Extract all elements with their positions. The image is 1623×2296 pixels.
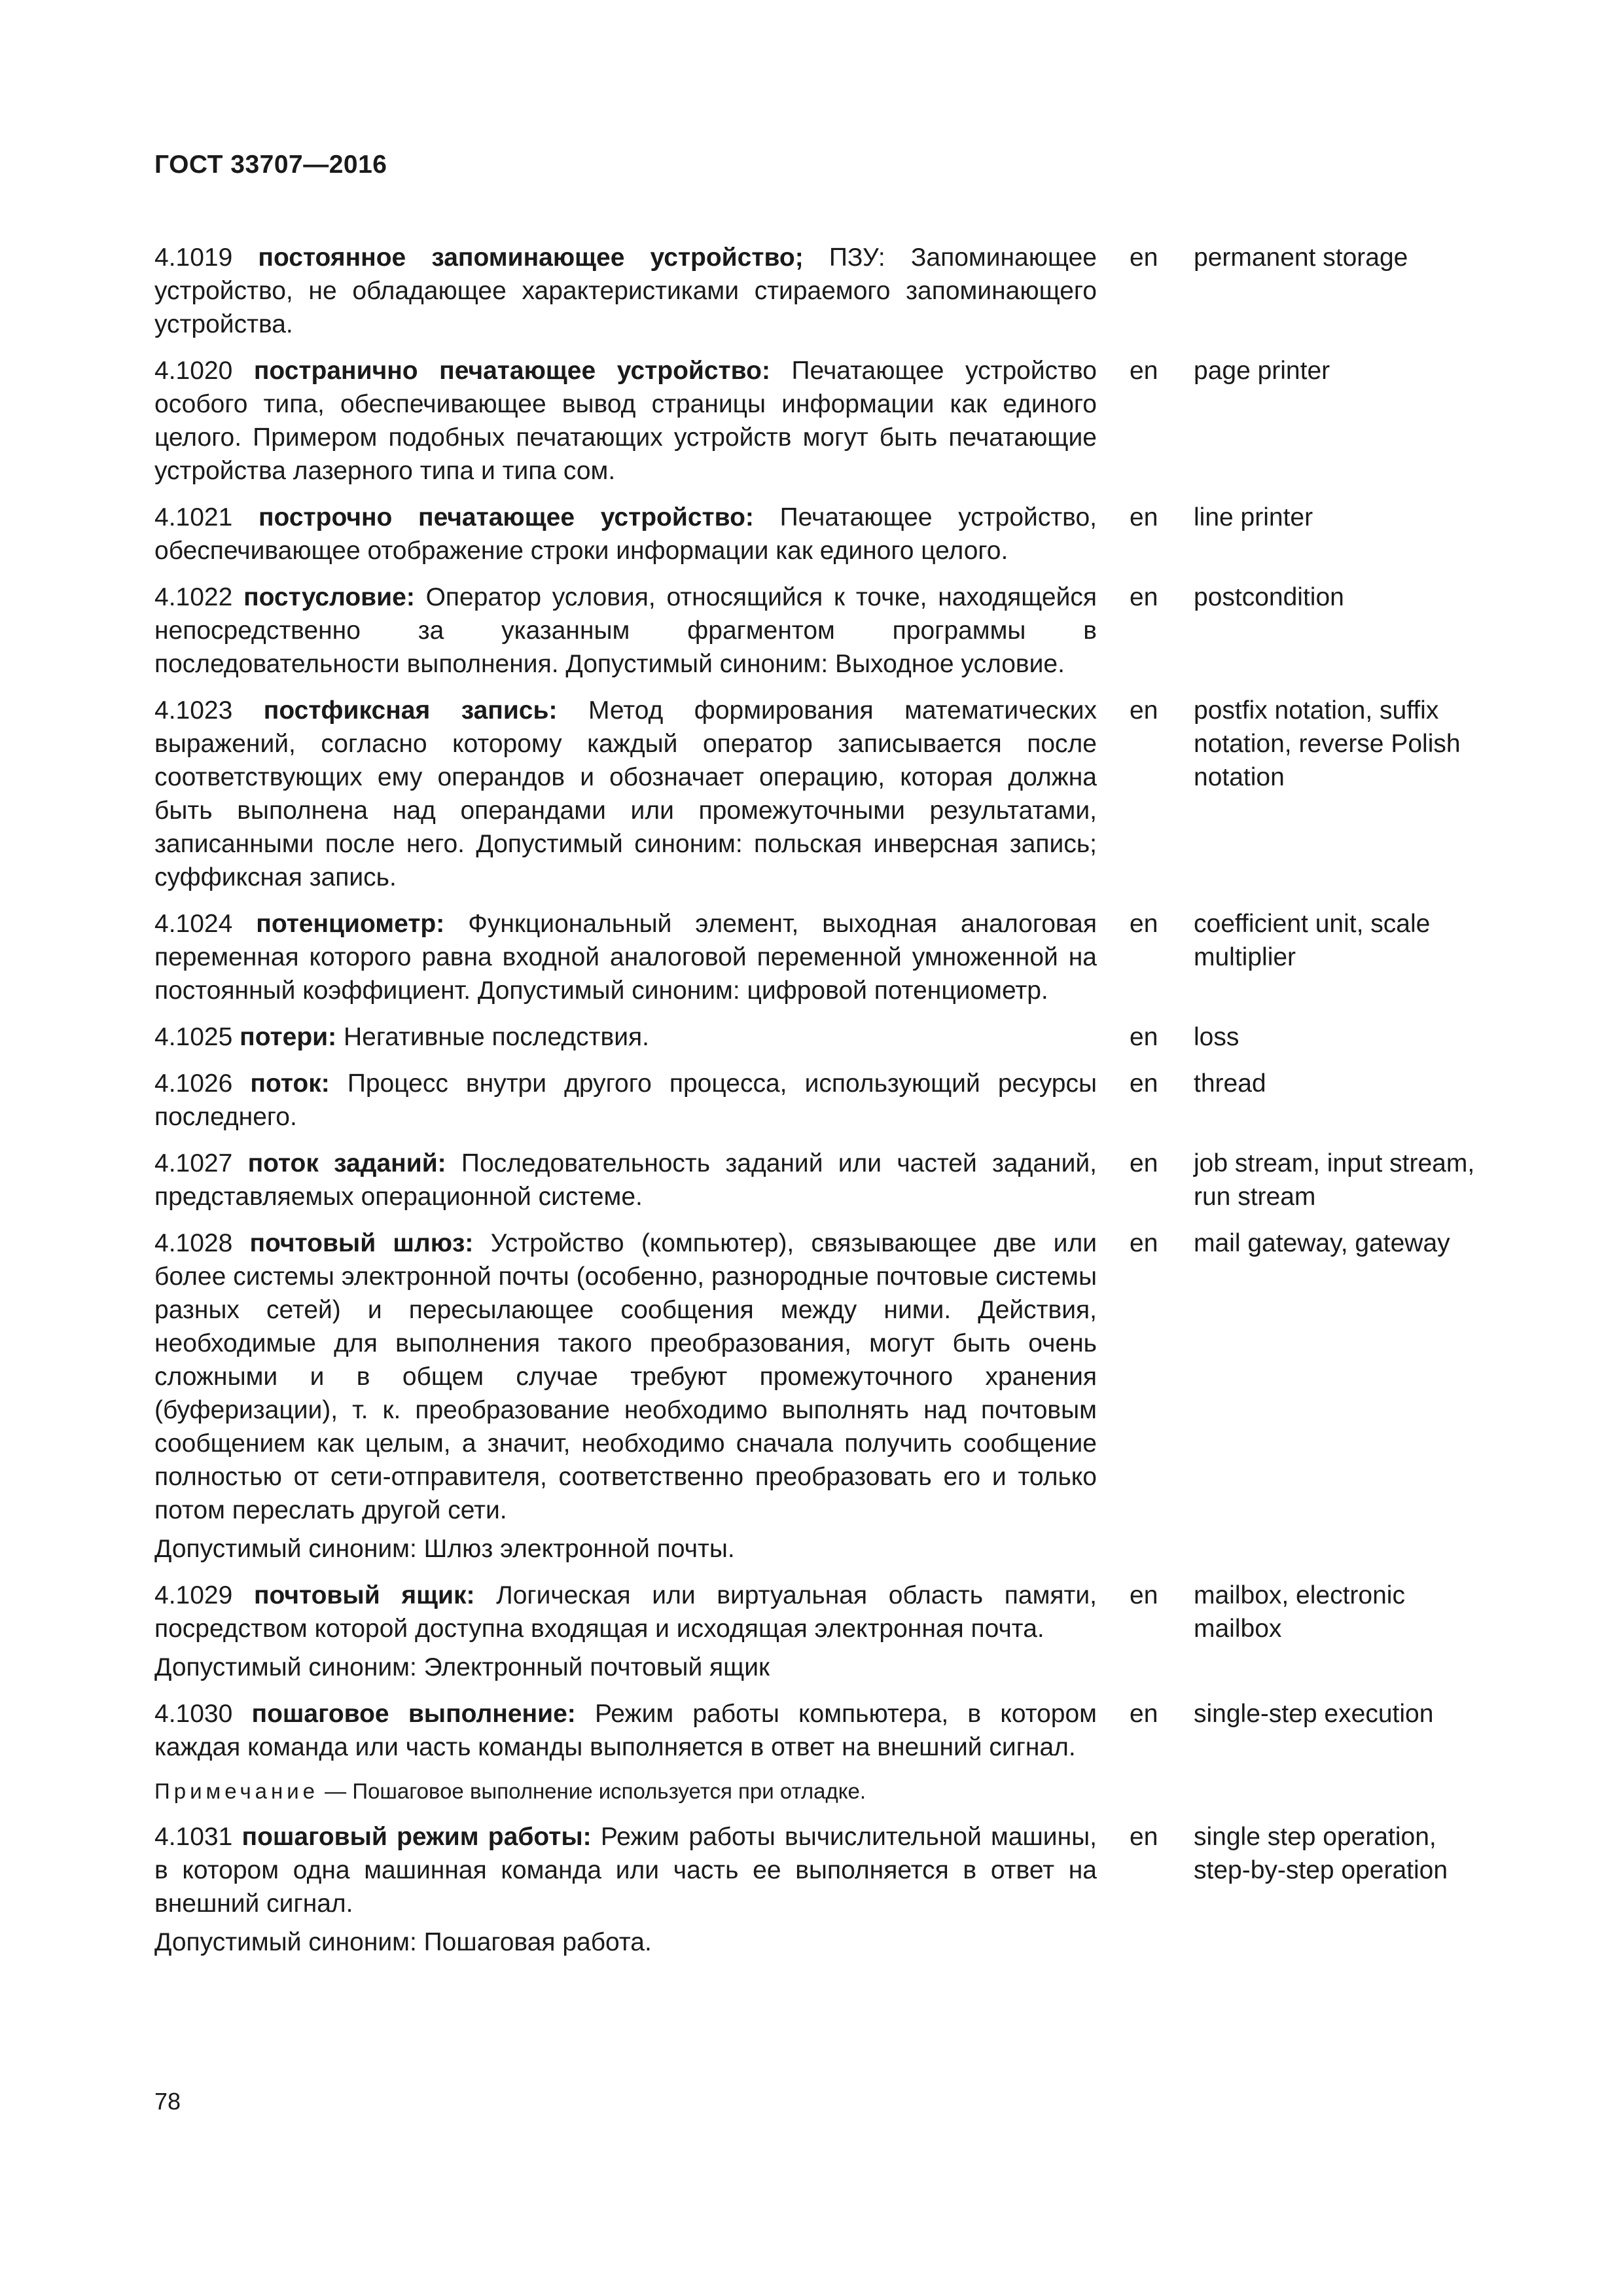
term-number: 4.1027 — [154, 1149, 233, 1177]
term-language: en — [1130, 503, 1158, 531]
term-entry-4-1019 — [154, 241, 1476, 341]
term-number: 4.1022 — [154, 583, 233, 611]
term-entry-4-1022 — [154, 581, 1476, 681]
term-entry-4-1028 — [154, 1227, 1476, 1566]
term-name: пошаговый режим работы: — [241, 1823, 592, 1851]
term-language: en — [1130, 1700, 1158, 1728]
term-language: en — [1130, 1581, 1158, 1609]
term-name: потери: — [240, 1023, 337, 1051]
term-language: en — [1130, 357, 1158, 385]
term-entry-4-1025 — [154, 1020, 1476, 1054]
term-definition: Функциональный элемент, выходная аналоговая переменная которого равна входной аналоговой переменной умноженной на постоянный коэффициент. Допустимый синоним: цифровой потенциометр. — [154, 910, 1097, 1005]
term-entry-text — [154, 907, 1097, 1007]
term-entry-4-1030 — [154, 1697, 1476, 1807]
term-synonym: Допустимый синоним: Электронный почтовый ящик — [154, 1653, 770, 1681]
term-entries — [154, 241, 1476, 1972]
term-name: потенциометр: — [256, 910, 445, 938]
term-entry-main — [154, 501, 1097, 567]
term-entry-4-1026 — [154, 1067, 1476, 1134]
term-english-equivalent: postfix notation, suffix notation, reverse Polish notation — [1194, 696, 1461, 791]
term-definition: ПЗУ: Запоминающее устройство, не обладающее характеристиками стираемого запоминающего устройства. — [154, 243, 1097, 338]
term-number: 4.1021 — [154, 503, 233, 531]
term-language: en — [1130, 1229, 1158, 1257]
term-language: en — [1130, 243, 1158, 272]
term-entry-main — [154, 1579, 1097, 1684]
term-name: постоянное запоминающее устройство; — [258, 243, 804, 272]
term-entry-4-1027 — [154, 1147, 1476, 1213]
term-entry-text — [154, 1067, 1097, 1134]
term-definition: Печатающее устройство особого типа, обеспечивающее вывод страницы информации как единого целого. Примером подобных печатающих устройств могут быть печатающие устройства лазерного типа и типа сом. — [154, 357, 1097, 485]
term-definition: Оператор условия, относящийся к точке, находящейся непосредственно за указанным фрагментом программы в последовательности выполнения. Допустимый синоним: Выходное условие. — [154, 583, 1097, 678]
term-entry-main — [154, 907, 1097, 1007]
term-entry-text — [154, 501, 1097, 567]
term-name: почтовый шлюз: — [249, 1229, 474, 1257]
term-entry-text — [154, 1020, 1097, 1054]
term-entry-main — [154, 1147, 1097, 1213]
term-language: en — [1130, 1023, 1158, 1051]
term-definition: Печатающее устройство, обеспечивающее отображение строки информации как единого целого. — [154, 503, 1097, 565]
term-entry-text — [154, 1147, 1097, 1213]
term-definition: Последовательность заданий или частей заданий, представляемых операционной системе. — [154, 1149, 1097, 1211]
term-entry-text — [154, 241, 1097, 341]
term-english-equivalent: line printer — [1194, 503, 1313, 531]
term-entry-text — [154, 1227, 1097, 1527]
term-english-equivalent: loss — [1194, 1023, 1240, 1051]
term-language: en — [1130, 696, 1158, 725]
term-definition: Логическая или виртуальная область памяти, посредством которой доступна входящая и исходящая электронная почта. — [154, 1581, 1097, 1643]
term-entry-text — [154, 581, 1097, 681]
term-language: en — [1130, 1149, 1158, 1177]
term-synonym: Допустимый синоним: Пошаговая работа. — [154, 1928, 652, 1956]
term-definition: Процесс внутри другого процесса, использующий ресурсы последнего. — [154, 1069, 1097, 1131]
term-name: поток заданий: — [247, 1149, 446, 1177]
document-header: ГОСТ 33707—2016 — [154, 151, 387, 179]
term-english-equivalent: thread — [1194, 1069, 1266, 1098]
term-entry-main — [154, 1227, 1097, 1566]
term-name: поток: — [250, 1069, 330, 1098]
term-number: 4.1020 — [154, 357, 233, 385]
term-english-equivalent: mail gateway, gateway — [1194, 1229, 1450, 1257]
term-entry-main — [154, 354, 1097, 488]
term-english-equivalent: job stream, input stream, run stream — [1194, 1149, 1475, 1211]
term-english-equivalent: postcondition — [1194, 583, 1344, 611]
term-entry-main — [154, 1820, 1097, 1959]
term-definition: Режим работы компьютера, в котором каждая команда или часть команды выполняется в ответ на внешний сигнал. — [154, 1700, 1097, 1761]
term-entry-4-1020 — [154, 354, 1476, 488]
page-number: 78 — [154, 2088, 181, 2115]
term-name: постфиксная запись: — [263, 696, 558, 725]
term-number: 4.1024 — [154, 910, 233, 938]
term-number: 4.1031 — [154, 1823, 233, 1851]
term-definition: Устройство (компьютер), связывающее две или более системы электронной почты (особенно, разнородные почтовые системы разных сетей) и пересылающее сообщения между ними. Действия, необходимые для выполнения такого преобразования, могут быть очень сложными и в общем случае требуют промежуточного хранения (буферизации), т. к. преобразование необходимо выполнять над почтовым сообщением как целым, а значит, необходимо сначала получить сообщение полностью от сети-отправителя, соответственно преобразовать его и только потом переслать другой сети. — [154, 1229, 1097, 1524]
term-entry-4-1029 — [154, 1579, 1476, 1684]
term-entry-text — [154, 1697, 1097, 1764]
term-name: почтовый ящик: — [253, 1581, 475, 1609]
term-name: постусловие: — [243, 583, 415, 611]
term-synonym: Допустимый синоним: Шлюз электронной почты. — [154, 1535, 735, 1563]
term-entry-main — [154, 1067, 1097, 1134]
term-entry-4-1024 — [154, 907, 1476, 1007]
term-english-equivalent: mailbox, electronic mailbox — [1194, 1581, 1405, 1643]
term-entry-main — [154, 241, 1097, 341]
term-language: en — [1130, 910, 1158, 938]
term-english-equivalent: single step operation, step-by-step operation — [1194, 1823, 1448, 1884]
term-entry-text — [154, 354, 1097, 488]
note-text: — Пошаговое выполнение используется при отладке. — [319, 1779, 866, 1803]
term-entry-main — [154, 1020, 1097, 1054]
term-definition: Метод формирования математических выражений, согласно которому каждый оператор записывается после соответствующих ему операндов и обозначает операцию, которая должна быть выполнена над операндами или промежуточными результатами, записанными после него. Допустимый синоним: польская инверсная запись; суффиксная запись. — [154, 696, 1097, 891]
term-language: en — [1130, 583, 1158, 611]
term-entry-text — [154, 1579, 1097, 1645]
term-number: 4.1025 — [154, 1023, 233, 1051]
term-number: 4.1019 — [154, 243, 233, 272]
note-label: Примечание — [154, 1779, 319, 1803]
term-language: en — [1130, 1823, 1158, 1851]
term-entry-main — [154, 581, 1097, 681]
term-name: пошаговое выполнение: — [251, 1700, 576, 1728]
term-entry-4-1021 — [154, 501, 1476, 567]
term-number: 4.1028 — [154, 1229, 233, 1257]
term-number: 4.1026 — [154, 1069, 233, 1098]
term-number: 4.1030 — [154, 1700, 233, 1728]
term-language: en — [1130, 1069, 1158, 1098]
term-number: 4.1029 — [154, 1581, 233, 1609]
term-entry-main — [154, 694, 1097, 894]
term-definition: Негативные последствия. — [336, 1023, 649, 1051]
term-number: 4.1023 — [154, 696, 233, 725]
term-entry-4-1023 — [154, 694, 1476, 894]
term-name: постранично печатающее устройство: — [253, 357, 770, 385]
term-entry-4-1031 — [154, 1820, 1476, 1959]
term-entry-text — [154, 1820, 1097, 1920]
term-english-equivalent: coefficient unit, scale multiplier — [1194, 910, 1431, 971]
term-english-equivalent: permanent storage — [1194, 243, 1408, 272]
term-entry-main — [154, 1697, 1097, 1807]
term-entry-text — [154, 694, 1097, 894]
term-note — [154, 1776, 1097, 1807]
term-english-equivalent: page printer — [1194, 357, 1330, 385]
term-name: построчно печатающее устройство: — [258, 503, 754, 531]
term-english-equivalent: single-step execution — [1194, 1700, 1434, 1728]
term-definition: Режим работы вычислительной машины, в котором одна машинная команда или часть ее выполняется в ответ на внешний сигнал. — [154, 1823, 1097, 1918]
